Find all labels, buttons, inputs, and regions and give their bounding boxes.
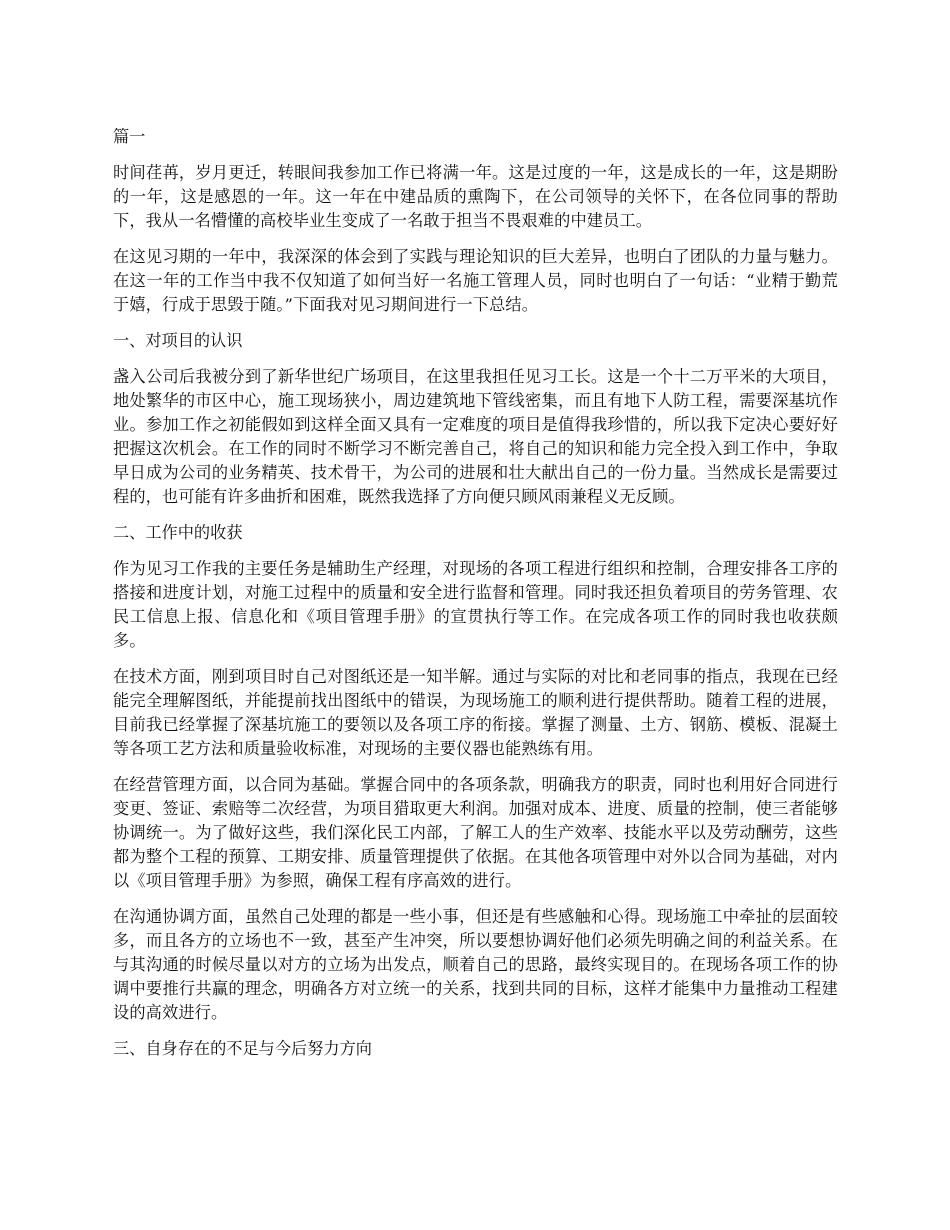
intro-paragraph: 时间荏苒，岁月更迁，转眼间我参加工作已将满一年。这是过度的一年，这是成长的一年，这是期盼的一年，这是感恩的一年。这一年在中建品质的熏陶下，在公司领导的关怀下，在各位同事的帮助下，我从一名懵懂的高校毕业生变成了一名敢于担当不畏艰难的中建员工。 [113, 163, 838, 230]
document-title: 篇一 [113, 127, 146, 146]
duties-paragraph: 作为见习工作我的主要任务是辅助生产经理，对现场的各项工程进行组织和控制，合理安排各工序的搭接和进度计划，对施工过程中的质量和安全进行监督和管理。同时我还担负着项目的劳务管理、农民工信息上报、信息化和《项目管理手册》的宣贯执行等工作。在完成各项工作的同时我也收获颇多。 [113, 559, 838, 650]
communication-paragraph: 在沟通协调方面，虽然自己处理的都是一些小事，但还是有些感触和心得。现场施工中牵扯的层面较多，而且各方的立场也不一致，甚至产生冲突，所以要想协调好他们必须先明确之间的利益关系。在与其沟通的时候尽量以对方的立场为出发点，顺着自己的思路，最终实现目的。在现场各项工作的协调中要推行共赢的理念，明确各方对立统一的关系，找到共同的目标，这样才能集中力量推动工程建设的高效进行。 [113, 907, 838, 1022]
management-paragraph: 在经营管理方面，以合同为基础。掌握合同中的各项条款，明确我方的职责，同时也利用好合同进行变更、签证、索赔等二次经营，为项目猎取更大利润。加强对成本、进度、质量的控制，使三者能够协调统一。为了做好这些，我们深化民工内部，了解工人的生产效率、技能水平以及劳动酬劳，这些都为整个工程的预算、工期安排、质量管理提供了依据。在其他各项管理中对外以合同为基础，对内以《项目管理手册》为参照，确保工程有序高效的进行。 [113, 775, 838, 890]
reflection-paragraph: 在这见习期的一年中，我深深的体会到了实践与理论知识的巨大差异，也明白了团队的力量与魅力。在这一年的工作当中我不仅知道了如何当好一名施工管理人员，同时也明白了一句话：“业精于勤荒于嬉，行成于思毁于随。”下面我对见习期间进行一下总结。 [113, 247, 838, 314]
section-heading-shortcomings: 三、自身存在的不足与今后努力方向 [113, 1039, 372, 1058]
document-page [113, 125, 838, 1073]
section-heading-project: 一、对项目的认识 [113, 331, 243, 350]
section-heading-gains: 二、工作中的收获 [113, 523, 243, 542]
project-paragraph: 盏入公司后我被分到了新华世纪广场项目，在这里我担任见习工长。这是一个十二万平米的大项目，地处繁华的市区中心，施工现场狭小，周边建筑地下管线密集，而且有地下人防工程，需要深基坑作业。参加工作之初能假如到这样全面又具有一定难度的项目是值得我珍惜的，所以我下定决心要好好把握这次机会。在工作的同时不断学习不断完善自己，将自己的知识和能力完全投入到工作中，争取早日成为公司的业务精英、技术骨干，为公司的进展和壮大献出自己的一份力量。当然成长是需要过程的，也可能有许多曲折和困难，既然我选择了方向便只顾风雨兼程义无反顾。 [113, 367, 838, 506]
technical-paragraph: 在技术方面，刚到项目时自己对图纸还是一知半解。通过与实际的对比和老同事的指点，我现在已经能完全理解图纸，并能提前找出图纸中的错误，为现场施工的顺利进行提供帮助。随着工程的进展，目前我已经掌握了深基坑施工的要领以及各项工序的衔接。掌握了测量、土方、钢筋、模板、混凝土等各项工艺方法和质量验收标准，对现场的主要仪器也能熟练有用。 [113, 667, 838, 758]
